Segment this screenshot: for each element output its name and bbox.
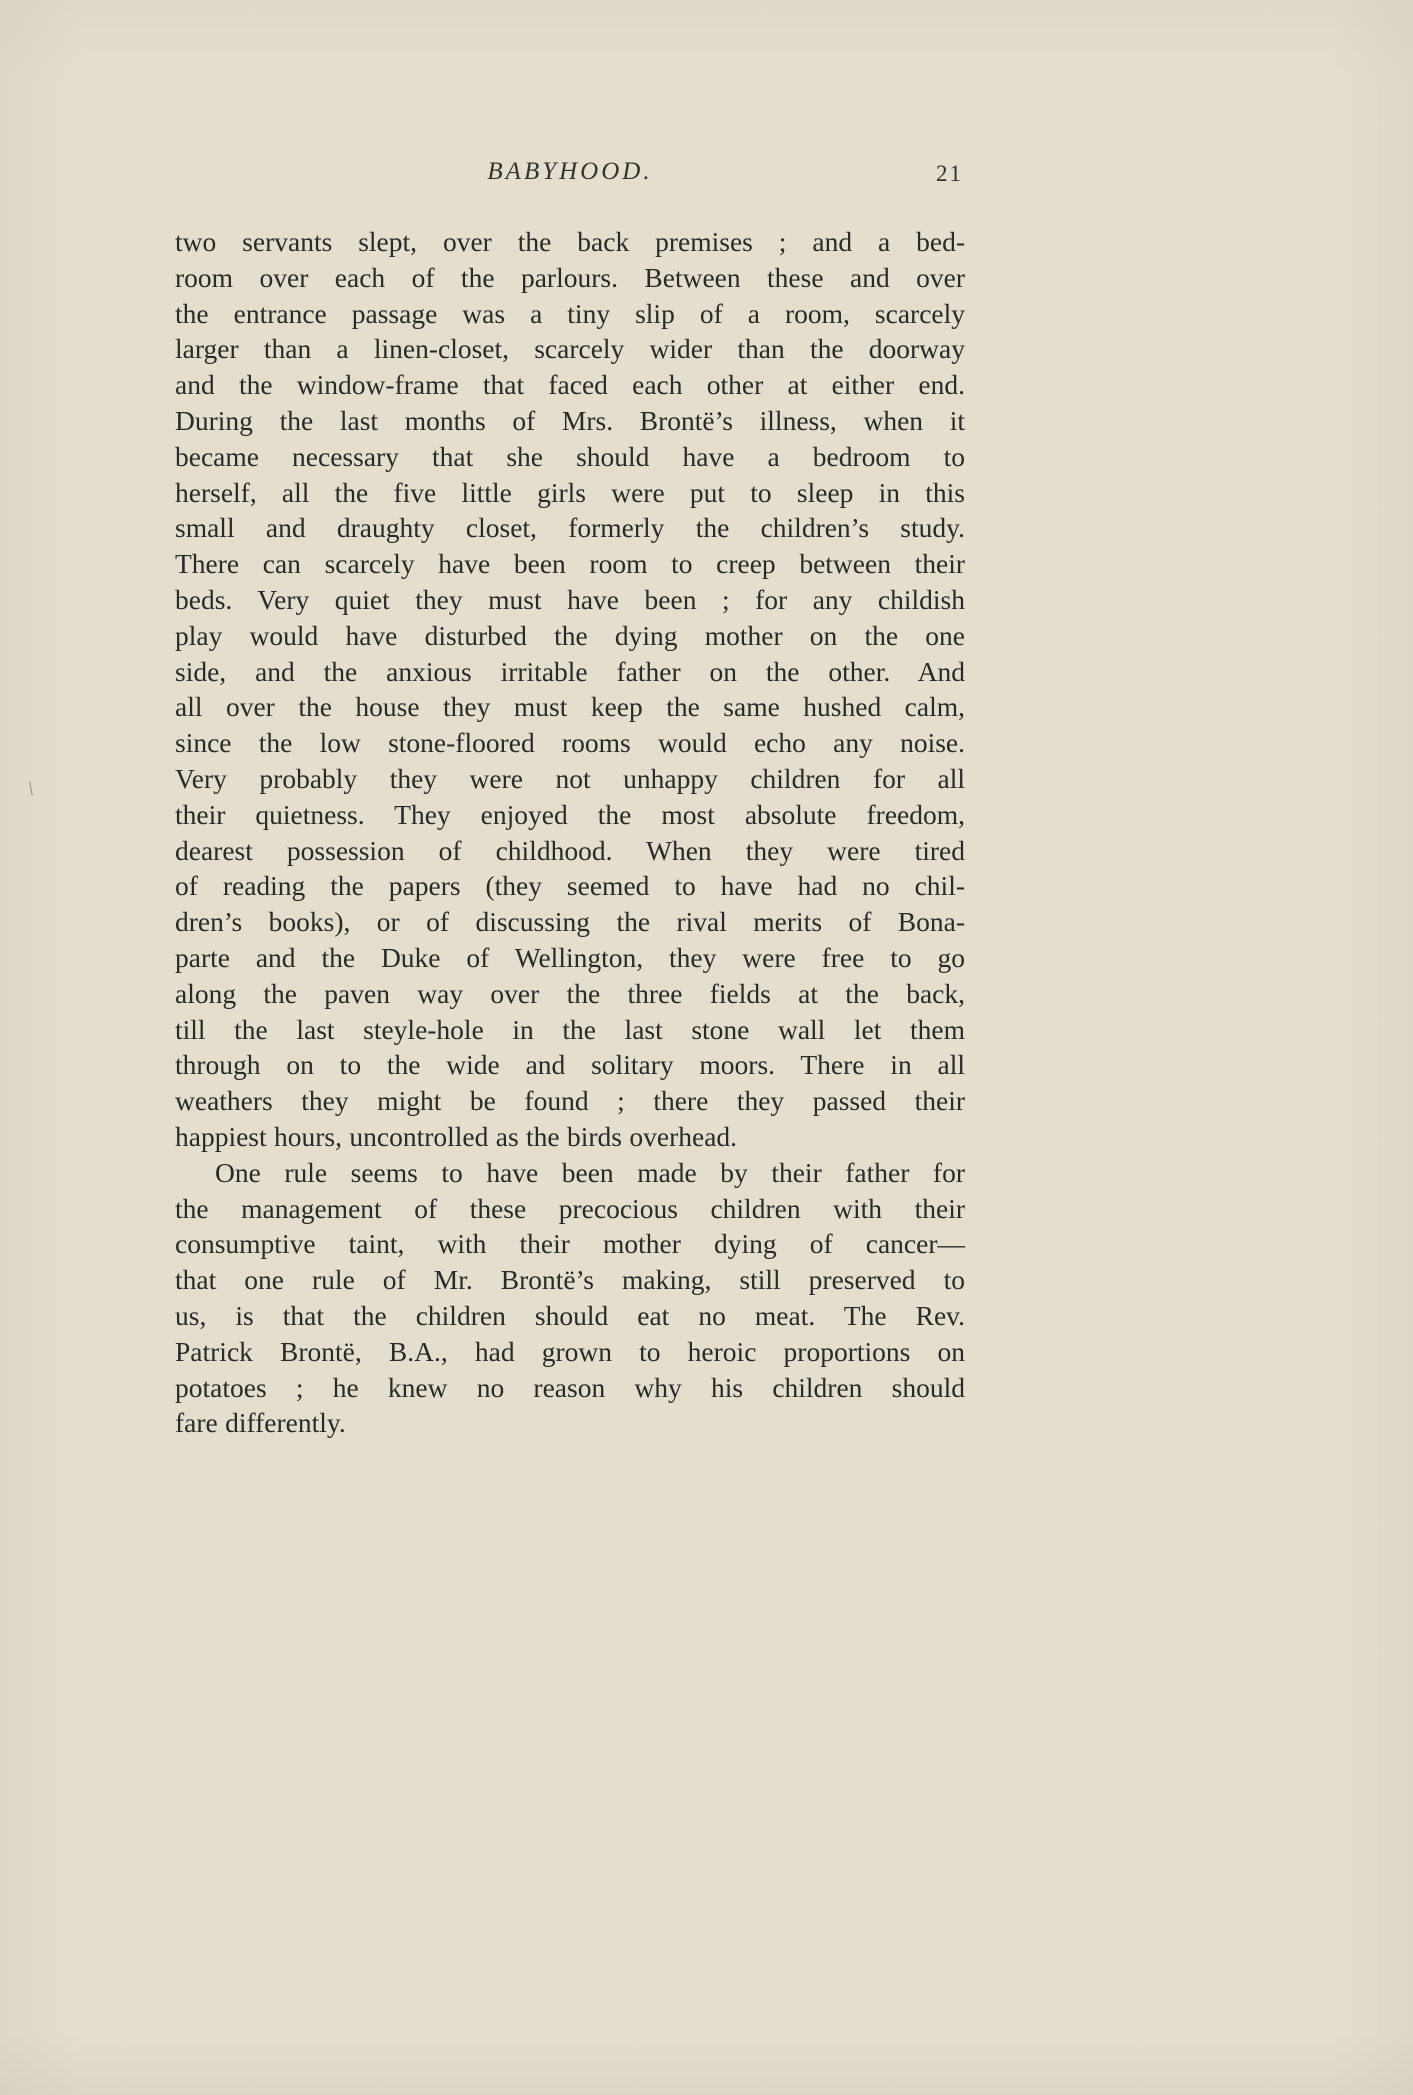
text-line: all over the house they must keep the same hushed calm,: [175, 691, 965, 723]
text-line: herself, all the five little girls were put to sleep in this: [175, 476, 965, 508]
text-line: weathers they might be found ; there they passed their: [175, 1085, 965, 1117]
scan-artifact: \: [26, 777, 36, 801]
text-line: One rule seems to have been made by their father for: [215, 1156, 965, 1188]
page-title: BABYHOOD.: [487, 158, 653, 185]
text-line: Very probably they were not unhappy children for all: [175, 762, 965, 794]
text-line: small and draughty closet, formerly the children’s study.: [175, 512, 965, 544]
page-number: 21: [936, 161, 963, 186]
text-line: dearest possession of childhood. When they were tired: [175, 834, 965, 866]
text-line: that one rule of Mr. Brontë’s making, still preserved to: [175, 1264, 965, 1296]
text-line: the entrance passage was a tiny slip of a room, scarcely: [175, 297, 965, 329]
text-line: larger than a linen-closet, scarcely wider than the doorway: [175, 333, 965, 365]
text-line: till the last steyle-hole in the last stone wall let them: [175, 1013, 965, 1045]
text-line: beds. Very quiet they must have been ; for any childish: [175, 583, 965, 615]
text-line: two servants slept, over the back premises ; and a bed-: [175, 226, 965, 257]
text-line: During the last months of Mrs. Brontë’s illness, when it: [175, 404, 965, 436]
running-header: [175, 158, 965, 192]
text-line: and the window-frame that faced each other at either end.: [175, 369, 965, 401]
text-line: Patrick Brontë, B.A., had grown to heroic proportions on: [175, 1335, 965, 1367]
text-line: us, is that the children should eat no meat. The Rev.: [175, 1299, 965, 1331]
text-line: since the low stone-floored rooms would echo any noise.: [175, 727, 965, 759]
text-line: became necessary that she should have a bedroom to: [175, 440, 965, 472]
text-line: through on to the wide and solitary moors. There in all: [175, 1049, 965, 1081]
text-line: parte and the Duke of Wellington, they were free to go: [175, 941, 965, 973]
text-line: the management of these precocious children with their: [175, 1192, 965, 1224]
text-line: their quietness. They enjoyed the most absolute freedom,: [175, 798, 965, 830]
text-line: consumptive taint, with their mother dying of cancer—: [175, 1228, 965, 1260]
paragraph-1: [175, 224, 965, 1155]
text-line: There can scarcely have been room to creep between their: [175, 548, 965, 580]
paragraph-2: [175, 1155, 965, 1441]
text-line: of reading the papers (they seemed to have had no chil-: [175, 870, 965, 902]
text-line: fare differently.: [175, 1407, 346, 1439]
text-block: [175, 158, 965, 1441]
text-line: happiest hours, uncontrolled as the birds overhead.: [175, 1120, 738, 1152]
text-line: potatoes ; he knew no reason why his children should: [175, 1371, 965, 1403]
text-line: room over each of the parlours. Between these and over: [175, 261, 965, 293]
text-line: along the paven way over the three fields at the back,: [175, 977, 965, 1009]
text-line: side, and the anxious irritable father on the other. And: [175, 655, 965, 687]
text-line: dren’s books), or of discussing the rival merits of Bona-: [175, 906, 965, 938]
text-line: play would have disturbed the dying mother on the one: [175, 619, 965, 651]
